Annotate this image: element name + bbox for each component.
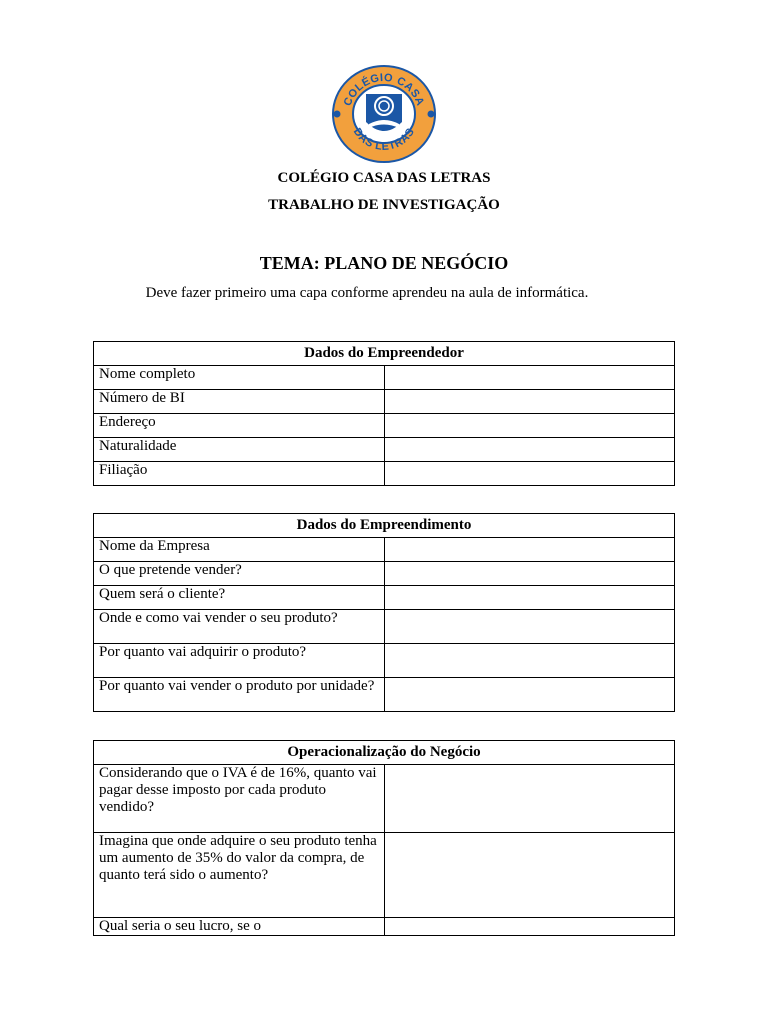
table-row bbox=[94, 438, 675, 462]
table-row bbox=[94, 414, 675, 438]
entrepreneur-table bbox=[93, 341, 675, 486]
row-label: Quem será o cliente? bbox=[94, 586, 385, 610]
row-label: Endereço bbox=[94, 414, 385, 438]
operations-table-title: Operacionalização do Negócio bbox=[94, 741, 675, 765]
table-row bbox=[94, 462, 675, 486]
row-label: Naturalidade bbox=[94, 438, 385, 462]
school-logo bbox=[331, 64, 437, 164]
school-name: COLÉGIO CASA DAS LETRAS bbox=[277, 170, 491, 186]
row-label: Imagina que onde adquire o seu produto tenha um aumento de 35% do valor da compra, de quanto terá sido o aumento? bbox=[94, 833, 385, 918]
row-label: Filiação bbox=[94, 462, 385, 486]
answer-cell-birthplace[interactable] bbox=[384, 438, 675, 462]
logo-bottom-text: DAS LETRAS bbox=[350, 126, 418, 153]
answer-cell-profit[interactable] bbox=[384, 918, 675, 936]
table-row bbox=[94, 644, 675, 678]
logo-top-text: COLÉGIO CASA bbox=[341, 71, 427, 108]
table-row bbox=[94, 833, 675, 918]
answer-cell-parentage[interactable] bbox=[384, 462, 675, 486]
table-row bbox=[94, 765, 675, 833]
answer-cell-id-number[interactable] bbox=[384, 390, 675, 414]
table-row bbox=[94, 538, 675, 562]
enterprise-table-title: Dados do Empreendimento bbox=[94, 514, 675, 538]
answer-cell-address[interactable] bbox=[384, 414, 675, 438]
operations-table bbox=[93, 740, 675, 936]
enterprise-table bbox=[93, 513, 675, 712]
entrepreneur-table-title: Dados do Empreendedor bbox=[94, 342, 675, 366]
answer-cell-full-name[interactable] bbox=[384, 366, 675, 390]
answer-cell-what-to-sell[interactable] bbox=[384, 562, 675, 586]
row-label: Qual seria o seu lucro, se o bbox=[94, 918, 385, 936]
row-label: O que pretende vender? bbox=[94, 562, 385, 586]
answer-cell-vat[interactable] bbox=[384, 765, 675, 833]
table-row bbox=[94, 678, 675, 712]
row-label: Nome da Empresa bbox=[94, 538, 385, 562]
answer-cell-where-how[interactable] bbox=[384, 610, 675, 644]
answer-cell-customer[interactable] bbox=[384, 586, 675, 610]
table-row bbox=[94, 586, 675, 610]
work-type: TRABALHO DE INVESTIGAÇÃO bbox=[268, 197, 500, 213]
row-label: Considerando que o IVA é de 16%, quanto vai pagar desse imposto por cada produto vendido? bbox=[94, 765, 385, 833]
table-row bbox=[94, 562, 675, 586]
answer-cell-sale-price[interactable] bbox=[384, 678, 675, 712]
row-label: Onde e como vai vender o seu produto? bbox=[94, 610, 385, 644]
answer-cell-company-name[interactable] bbox=[384, 538, 675, 562]
row-label: Por quanto vai vender o produto por unidade? bbox=[94, 678, 385, 712]
theme-title: TEMA: PLANO DE NEGÓCIO bbox=[259, 253, 509, 273]
table-row bbox=[94, 390, 675, 414]
table-row bbox=[94, 366, 675, 390]
instruction-text: Deve fazer primeiro uma capa conforme aprendeu na aula de informática. bbox=[145, 285, 589, 301]
answer-cell-purchase-price[interactable] bbox=[384, 644, 675, 678]
row-label: Nome completo bbox=[94, 366, 385, 390]
table-row bbox=[94, 918, 675, 936]
answer-cell-increase[interactable] bbox=[384, 833, 675, 918]
table-row bbox=[94, 610, 675, 644]
row-label: Número de BI bbox=[94, 390, 385, 414]
row-label: Por quanto vai adquirir o produto? bbox=[94, 644, 385, 678]
